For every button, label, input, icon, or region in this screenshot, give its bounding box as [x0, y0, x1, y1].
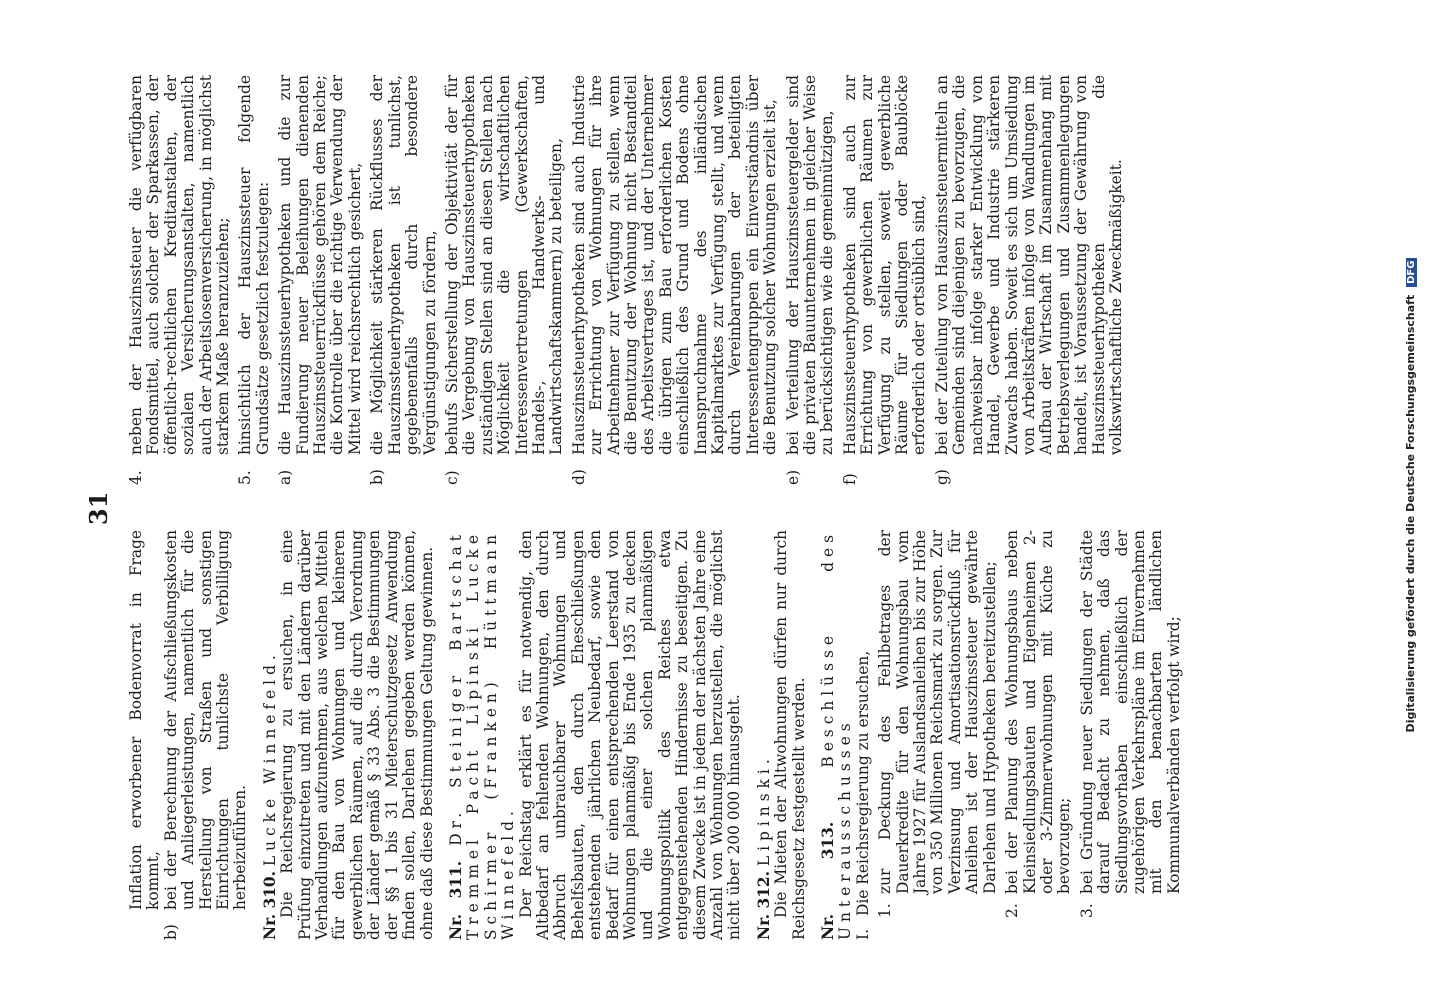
item-text: neben der Hauszinssteuer die verfügbaren Fondsmittel, auch solcher der Sparkassen, der öffentlich-rechtlichen Kreditanstalten, der sozialen Versicherungsanstalten, namentlich auch der Arbeitslosenversicherung, in möglichst starkem Maße heranzuziehen; — [127, 75, 233, 455]
item-text: die Möglichkeit stärkeren Rückflusses der Hauszinssteuerhypotheken ist tunlichst, gegebenenfalls durch besondere Vergünstigungen zu fördern, — [368, 75, 439, 455]
section-heading — [855, 530, 872, 940]
item-marker: 4. — [127, 470, 145, 485]
motion-313 — [820, 530, 1183, 940]
item-marker: g) — [932, 469, 951, 485]
item-text: die Hauszinssteuerhypotheken und die zur Fundierung neuer Beleihungen dienenden Hauszinssteuerrückflüsse gehören dem Reiche; die Kontrolle über die richtige Verwendung der Mittel wird reichsrechtlich gesichert, — [276, 75, 364, 455]
item-text: behufs Sicherstellung der Objektivität der für die Vergebung von Hauszinssteuerhypotheken zuständigen Stellen sind an diesen Stellen nach Möglichkeit die wirtschaftlichen Interessenvertretungen (Gewerkschaften, Handels-, Handwerks- und Landwirtschaftskammern) zu beteiligen, — [442, 75, 566, 455]
right-column — [128, 75, 1130, 485]
motion-signatories: Beschlüsse des Unterausschusses — [819, 530, 855, 940]
list-item — [163, 530, 250, 940]
numbered-list — [877, 530, 1183, 918]
section-text: Die Reichsregierung zu ersuchen, — [853, 650, 872, 916]
item-marker: c) — [442, 470, 461, 485]
item-marker: b) — [368, 469, 387, 485]
credit-text: Digitalisierung gefördert durch die Deutsche Forschungsgemeinschaft — [1404, 294, 1417, 733]
motion-signatories: Lucke Winnefeld. — [260, 650, 279, 867]
item-marker: d) — [569, 469, 588, 485]
item-text: bei der Planung des Wohnungsbaus neben Kleinsiedlungsbauten und Eigenheimen 2- oder 3-Zimmerwohnungen mit Küche zu bevorzugen; — [1003, 530, 1074, 894]
motion-text: Der Reichstag erklärt es für notwendig, den Altbedarf an fehlenden Wohnungen, den durch Abbruch unbrauchbarer Wohnungen und Behelfsbauten, den durch Eheschließungen entstehenden jährlichen Neubedarf, sowie den Bedarf für einen entsprechenden Leerstand von Wohnungen planmäßig bis Ende 1935 zu decken und die einer solchen planmäßigen Wohnungspolitik des Reiches etwa entgegenstehenden Hindernisse zu beseitigen. Zu diesem Zwecke ist in jedem der nächsten Jahre eine Anzahl von Wohnungen herzustellen, die möglichst nicht über 200 000 hinausgeht. — [516, 530, 744, 940]
list-item — [277, 75, 364, 485]
motion-number: Nr. 312. — [754, 871, 773, 940]
list-item — [842, 75, 929, 485]
item-marker: b) — [161, 924, 180, 940]
motion-number: Nr. 310. — [260, 871, 279, 940]
list-item — [444, 75, 566, 485]
motion-310 — [262, 530, 436, 940]
list-item — [1004, 530, 1074, 918]
rotated-page — [70, 60, 1370, 940]
motion-312 — [756, 530, 808, 940]
item-text: Hauszinssteuerhypotheken sind auch zur Errichtung von gewerblichen Räumen zur Verfügung zu stellen, soweit gewerbliche Räume für Siedlungen oder Baublöcke erforderlich oder ortsüblich sind, — [840, 75, 929, 455]
item-marker: 1. — [876, 903, 895, 918]
motion-text: Die Reichsregierung zu ersuchen, in eine Prüfung einzutreten und mit den Ländern darüber Verhandlungen aufzunehmen, aus welchen Mitteln für den Bau von Wohnungen und kleineren gewerblichen Räumen, auf die durch Verordnung der Länder gemäß § 33 Abs. 3 die Bestimmungen der §§ 1 bis 31 Mieterschutzgesetz Anwendung finden sollen, Darlehen gegeben werden können, ohne daß diese Bestimmungen Geltung gewinnen. — [278, 530, 436, 940]
motion-311 — [448, 530, 744, 940]
list-item — [369, 75, 439, 485]
list-item — [1079, 530, 1183, 918]
list-item — [571, 75, 780, 485]
item-marker: 5. — [236, 470, 255, 485]
item-marker: 3. — [1077, 903, 1096, 918]
motion-text: Die Mieten der Altwohnungen dürfen nur durch Reichsgesetz festgestellt werden. — [772, 530, 808, 940]
lettered-list — [277, 75, 1125, 485]
continued-text: Inflation erworbener Bodenvorrat in Frage kommt, — [127, 530, 163, 910]
digitization-credit — [1404, 0, 1417, 990]
list-item — [877, 530, 999, 918]
list-item — [785, 75, 837, 485]
item-marker: a) — [276, 469, 295, 485]
list-item — [934, 75, 1125, 485]
list-item — [128, 75, 232, 485]
item-text: bei Verteilung der Hauszinssteuergelder sind die privaten Bauunternehmen in gleicher Weise zu berücksichtigen wie die gemeinnützigen, — [783, 75, 837, 455]
item-text: hinsichtlich der Hauszinssteuer folgende Grundsätze gesetzlich festzulegen: — [236, 75, 272, 455]
motion-number: Nr. 313. — [819, 821, 838, 940]
dfg-logo: DFG — [1406, 258, 1417, 287]
item-text: bei der Berechnung der Aufschließungskosten und Anliegerleistungen, namentlich für die Herstellung von Straßen und sonstigen Einrichtungen tunlichste Verbilligung herbeizuführen. — [161, 530, 250, 910]
motion-signatories: Dr. Steiniger Bartschat Tremmel Pacht Lipinski Lucke Schirmer (Franken) Hüttmann Winnefeld. — [446, 530, 518, 940]
left-column — [128, 530, 1188, 940]
section-marker: I. — [853, 929, 872, 940]
item-marker: e) — [783, 469, 802, 485]
item-marker: f) — [840, 473, 859, 485]
motion-number: Nr. 311. — [446, 860, 465, 940]
page-number: 31 — [84, 491, 113, 525]
list-item — [237, 75, 272, 485]
item-text: Hauszinssteuerhypotheken sind auch Industrie zur Errichtung von Wohnungen für ihre Arbeitnehmer zur Verfügung zu stellen, wenn die Benutzung der Wohnung nicht Bestandteil des Arbeitsvertrages ist, und der Unternehmer die übrigen zum Bau erforderlichen Kosten einschließlich des Grund und Bodens ohne Inanspruchnahme des inländischen Kapitalmarktes zur Verfügung stellt, und wenn durch Vereinbarungen der beteiligten Interessentengruppen ein Einverständnis über die Benutzung solcher Wohnungen erzielt ist, — [569, 75, 780, 455]
item-text: zur Deckung des Fehlbetrages der Dauerkredite für den Wohnungsbau vom Jahre 1927 für Auslandsanleihen bis zur Höhe von 350 Millionen Reichsmark zu sorgen. Zur Verzinsung und Amortisationsrückfluß für Anleihen ist der Hauszinssteuer gewährte Darlehen und Hypotheken bereitzustellen; — [876, 530, 999, 894]
item-text: bei Gründung neuer Siedlungen der Städte darauf Bedacht zu nehmen, daß das Siedlungsvorhaben einschließlich der zugehörigen Verkehrspläne im Einvernehmen mit den benachbarten ländlichen Kommunalverbänden verfolgt wird; — [1077, 530, 1183, 894]
motion-signatories: Lipinski. — [754, 754, 773, 867]
item-marker: 2. — [1003, 903, 1022, 918]
item-text: bei der Zuteilung von Hauszinssteuermitteln an Gemeinden sind diejenigen zu bevorzugen, die nachweisbar infolge starker Entwicklung von Handel, Gewerbe und Industrie stärkeren Zuwachs haben. Soweit es sich um Umsiedlung von Arbeitskräften infolge von Wandlungen im Aufbau der Wirtschaft im Zusammenhang mit Betriebsverlegungen und Zusammenlegungen handelt, ist Voraussetzung der Gewährung von Hauszinssteuerhypotheken die volkswirtschaftliche Zweckmäßigkeit. — [932, 75, 1125, 455]
